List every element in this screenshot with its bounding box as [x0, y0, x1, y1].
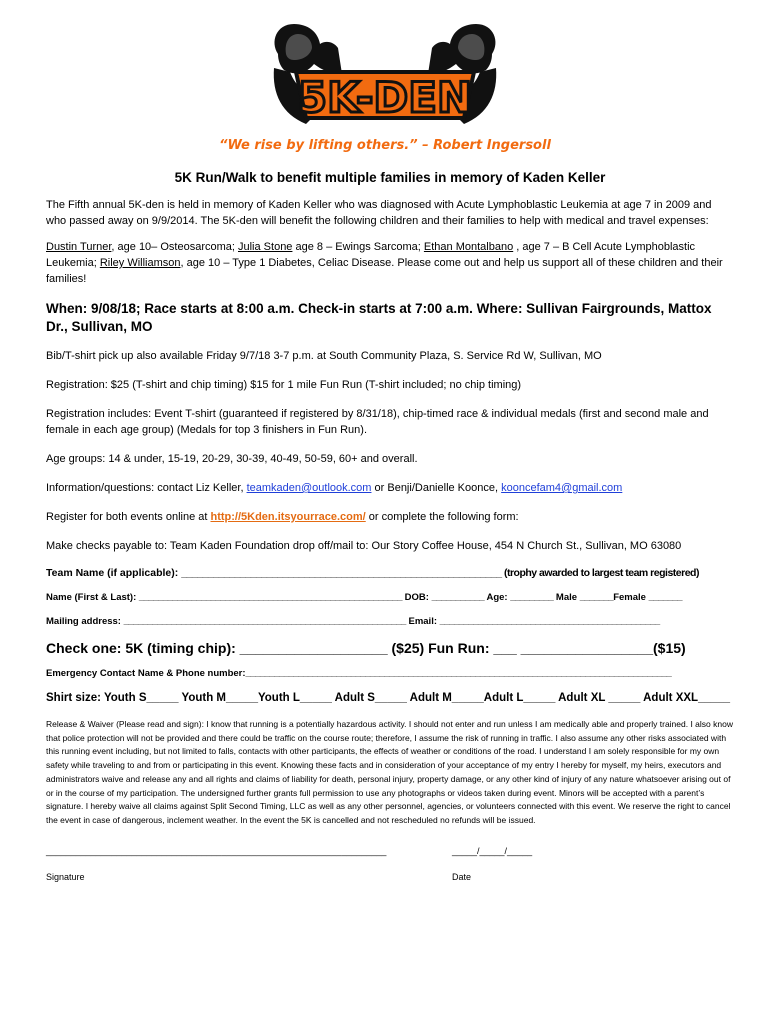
name-blank[interactable]: _______________________________________________________ [138, 592, 402, 603]
team-name-blank[interactable]: ____________________________________________________________ (trophy awarded to largest team registered) [181, 567, 699, 579]
contact-info [46, 480, 734, 496]
pickup-info: Bib/T-shirt pick up also available Friday 9/7/18 3-7 p.m. at South Community Plaza, S. Service Rd W, Sullivan, MO [46, 350, 602, 362]
email-label: Email: [405, 616, 440, 627]
release-waiver: Release & Waiver (Please read and sign): I know that running is a potentially hazardous activity. I should not enter and run unless I am medically able and properly trained. I also know that police protection will not be provided and there could be traffic on the course route; therefore, I assume the risk of running in traffic. I also assume any other risks associated with this running event including, but not limited to falls, contacts with other participants, the effects of weather or conditions of the road. I understand I am solely responsible for my own safety while traveling to and from or participating in this event. Knowing these facts and in consideration of your acceptance of my entry I hereby for myself, my heirs, executors and administrators waive and release any and all rights and claims of liability for death, personal injury, property damage, or any other kind of injury of any nature whatsoever arising out of or in the course of my participation. The undersigned further grants full permission to use any photographs or videos taken during event. Minors will be accepted with a parent’s signature. I hereby waive all claims against Split Second Timing, LLC as well as any other personnel, agencies, or volunteers connected with this event. We reserve the right to cancel the event in case of dangerous, inclement weather. In the event the 5K is cancelled and not rescheduled no refunds will be issued. [46, 719, 733, 825]
signature-row [46, 846, 734, 886]
email-link-teamkaden[interactable]: teamkaden@outlook.com [246, 482, 372, 494]
age-label: Age: [484, 592, 511, 603]
name-label: Name (First & Last): [46, 592, 139, 603]
registration-url-link[interactable]: http://5Kden.itsyourrace.com/ [210, 511, 366, 523]
logo [0, 14, 770, 134]
male-label: Male [553, 592, 580, 603]
team-name-label: Team Name (if applicable): [46, 567, 182, 579]
page-title: 5K Run/Walk to benefit multiple families in memory of Kaden Keller [174, 170, 606, 185]
emergency-blank[interactable]: _________________________________________________________________________________________ [245, 668, 672, 679]
name-dob-row [46, 592, 734, 603]
flexing-arms-logo-icon [260, 14, 510, 132]
email-blank[interactable]: ______________________________________________ [439, 616, 660, 627]
date-label: Date [452, 871, 472, 882]
beneficiary-name: Dustin Turner [46, 241, 112, 253]
registration-fees: Registration: $25 (T-shirt and chip timing) $15 for 1 mile Fun Run (T-shirt included; no chip timing) [46, 379, 522, 391]
beneficiary-detail: , age 10– Osteosarcoma; [111, 241, 238, 253]
event-choice-row[interactable]: Check one: 5K (timing chip): ___________________ ($25) Fun Run: ___ _________________($15) [46, 640, 686, 656]
date-line[interactable]: _____/_____/_____ [452, 845, 533, 856]
signature-label: Signature [46, 871, 85, 882]
beneficiary-detail: , age 10 – Type 1 Diabetes, Celiac Disease. Please come out and help us support all of these children and their families! [46, 257, 723, 285]
quote: “We rise by lifting others.” – Robert Ingersoll [219, 138, 551, 153]
logo-text: 5K-DEN [297, 73, 473, 122]
contact-middle: or Benji/Danielle Koonce, [371, 482, 502, 494]
contact-prefix: Information/questions: contact Liz Keller, [46, 482, 247, 494]
beneficiary-detail: , age 7 – B Cell Acute Lymphoblastic Leukemia; [46, 241, 696, 269]
checks-payable: Make checks payable to: Team Kaden Foundation drop off/mail to: Our Story Coffee House, 454 N Church St., Sullivan, MO 63080 [46, 540, 682, 552]
beneficiary-name: Riley Williamson [99, 257, 181, 269]
beneficiary-name: Julia Stone [238, 241, 293, 253]
age-groups: Age groups: 14 & under, 15-19, 20-29, 30-39, 40-49, 50-59, 60+ and overall. [46, 453, 418, 465]
mailing-label: Mailing address: [46, 616, 124, 627]
dob-label: DOB: [402, 592, 432, 603]
female-label: Female [613, 592, 649, 603]
female-blank[interactable]: _______ [648, 592, 683, 603]
register-suffix: or complete the following form: [365, 511, 519, 523]
intro-paragraph: The Fifth annual 5K-den is held in memory of Kaden Keller who was diagnosed with Acute Lymphoblastic Leukemia at age 7 in 2009 and who passed away on 9/9/2014. The 5K-den will benefit the following children and their families to help with medical and travel expenses: [46, 199, 712, 227]
beneficiary-name: Ethan Montalbano [423, 241, 514, 253]
emergency-contact-row [46, 668, 734, 679]
signature-line[interactable]: ____________________________________________________________________ [46, 845, 387, 856]
mailing-blank[interactable]: ___________________________________________________________ [123, 616, 406, 627]
beneficiary-detail: age 8 – Ewings Sarcoma; [292, 241, 424, 253]
event-when-where: When: 9/08/18; Race starts at 8:00 a.m. Check-in starts at 7:00 a.m. Where: Sullivan Fairgrounds, Mattox Dr., Sullivan, MO [46, 301, 712, 334]
registration-includes: Registration includes: Event T-shirt (guaranteed if registered by 8/31/18), chip-timed race & individual medals (first and second male and female in each age group) (Medals for top 3 finishers in Fun Run). [46, 408, 709, 436]
beneficiaries-paragraph [46, 239, 734, 287]
register-prefix: Register for both events online at [46, 511, 211, 523]
register-online [46, 509, 734, 525]
male-blank[interactable]: _______ [579, 592, 614, 603]
dob-blank[interactable]: ___________ [431, 592, 485, 603]
age-blank[interactable]: _________ [510, 592, 554, 603]
emergency-label: Emergency Contact Name & Phone number: [46, 668, 246, 679]
team-name-field[interactable] [46, 567, 734, 579]
shirt-size-row[interactable]: Shirt size: Youth S_____ Youth M_____Youth L_____ Adult S_____ Adult M_____Adult L_____ Adult XL _____ Adult XXL_____ [46, 692, 731, 704]
mailing-email-row [46, 616, 734, 627]
flyer-content [46, 170, 734, 886]
email-link-koonce[interactable]: kooncefam4@gmail.com [501, 482, 623, 494]
